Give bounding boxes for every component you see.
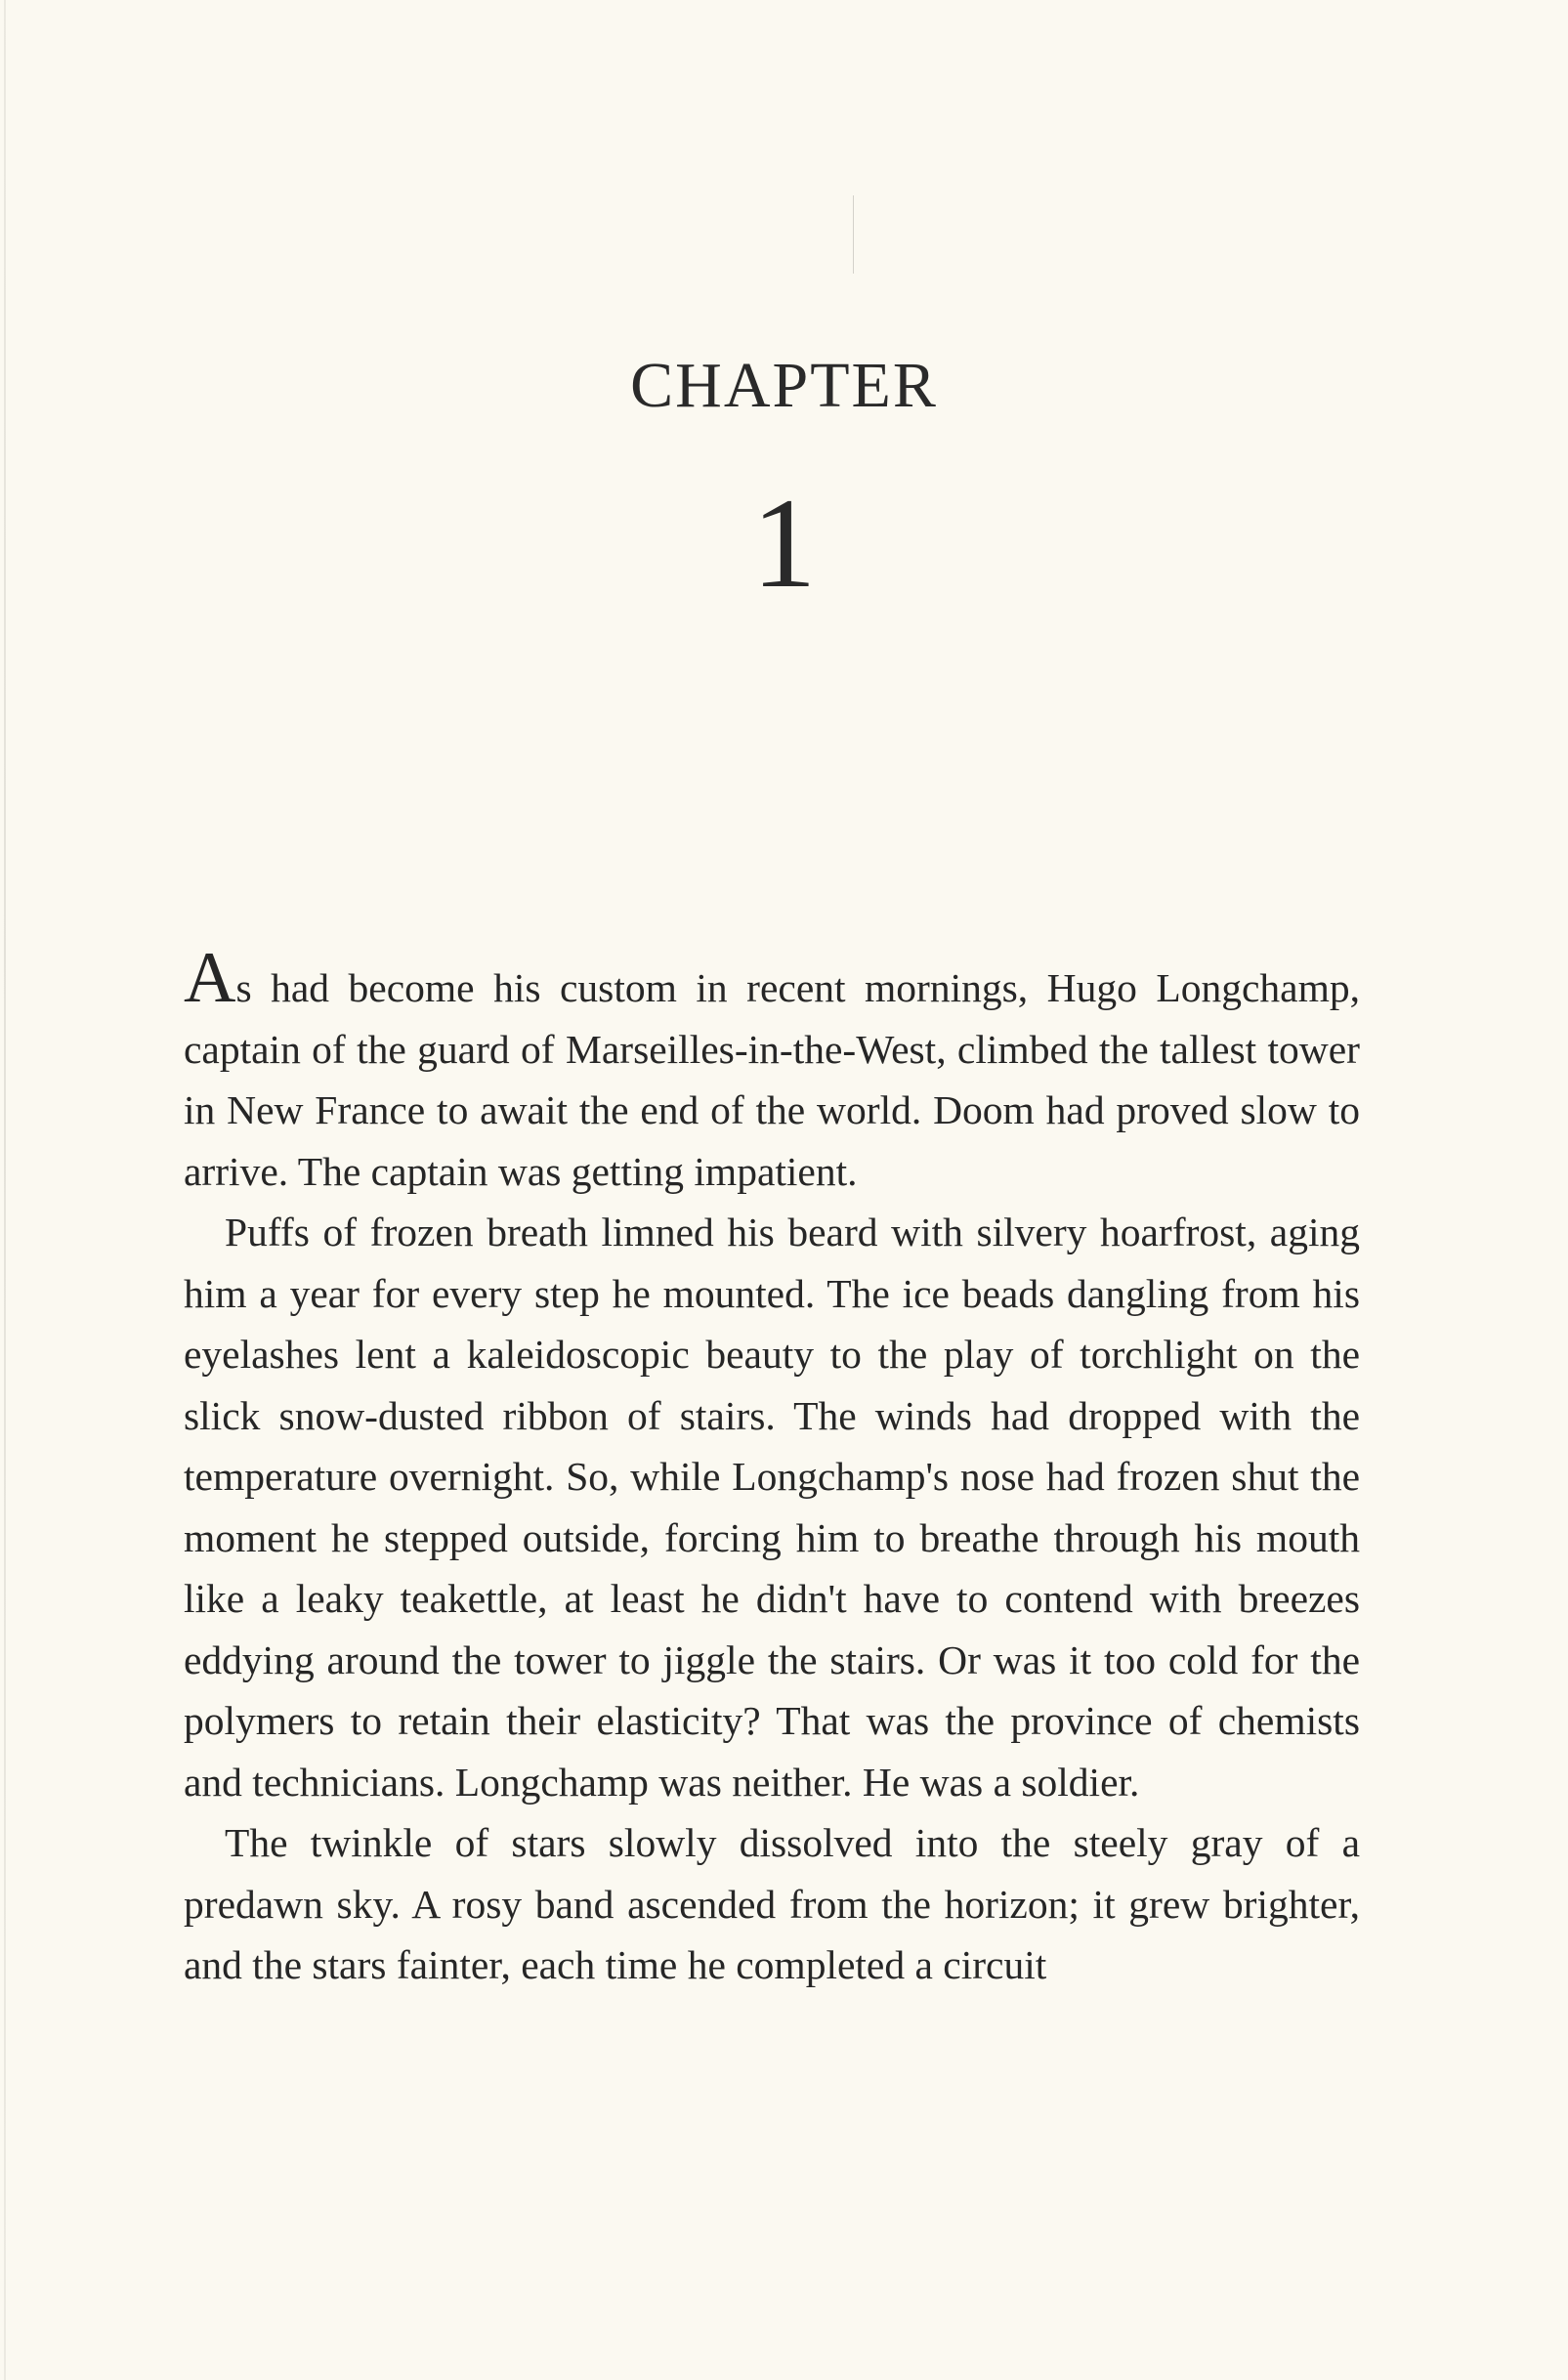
paragraph-3: The twinkle of stars slowly dissolved into the steely gray of a predawn sky. A rosy band ascended from the horizon; it grew brighter, and the stars fainter, each time he completed a circuit xyxy=(184,1820,1360,1987)
paragraph-1 xyxy=(184,938,1360,1202)
paragraph-1-text: s had become his custom in recent mornings, Hugo Longchamp, captain of the guard of Marseilles-in-the-West, climbed the tallest tower in New France to await the end of the world. Doom had proved slow to arrive. The captain was getting impatient. xyxy=(184,965,1360,1194)
chapter-number: 1 xyxy=(751,471,817,615)
body-text xyxy=(184,938,1360,1996)
paragraph-2: Puffs of frozen breath limned his beard with silvery hoarfrost, aging him a year for every step he mounted. The ice beads dangling from his eyelashes lent a kaleidoscopic beauty to the play of torchlight on the slick snow-dusted ribbon of stairs. The winds had dropped with the temperature overnight. So, while Longchamp's nose had frozen shut the moment he stepped outside, forcing him to breathe through his mouth like a leaky teakettle, at least he didn't have to contend with breezes eddying around the tower to jiggle the stairs. Or was it too cold for the polymers to retain their elasticity? That was the province of chemists and technicians. Longchamp was neither. He was a soldier. xyxy=(184,1210,1360,1805)
scan-mark xyxy=(853,195,854,274)
chapter-label: CHAPTER xyxy=(630,350,938,421)
drop-cap: A xyxy=(184,938,236,1018)
